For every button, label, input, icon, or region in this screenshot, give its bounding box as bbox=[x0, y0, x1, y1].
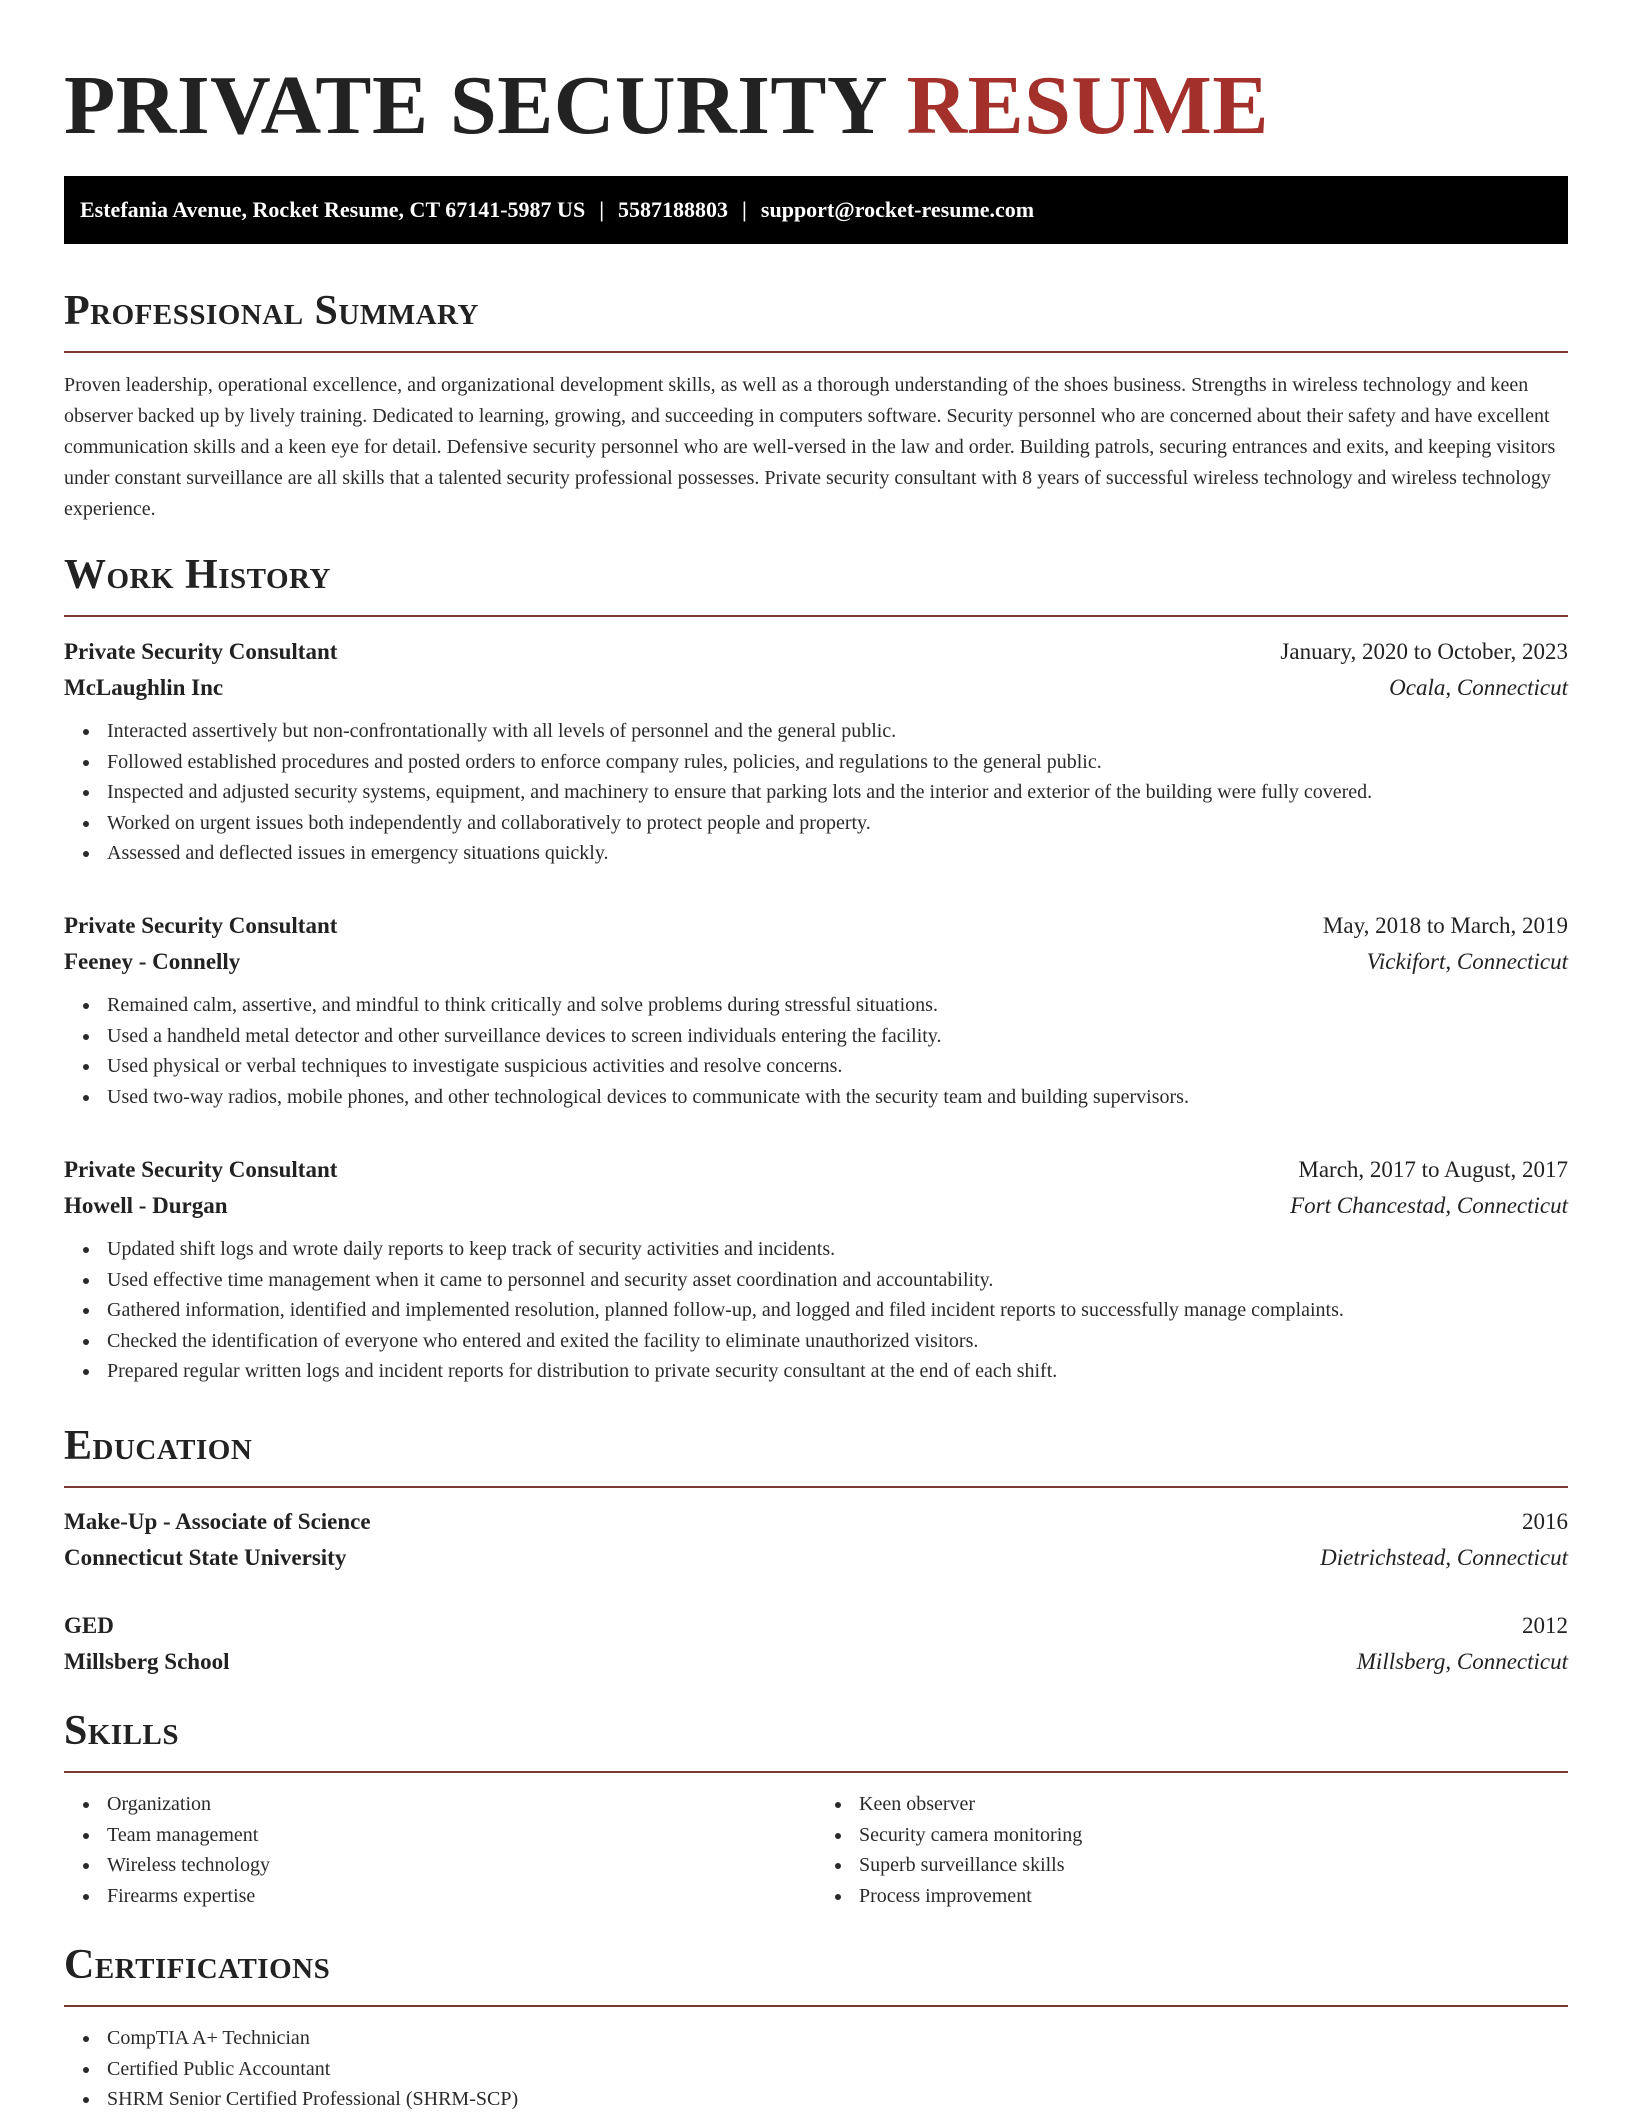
title-main: PRIVATE SECURITY bbox=[64, 59, 885, 152]
education-school-row bbox=[64, 1644, 1568, 1680]
job-company: McLaughlin Inc bbox=[64, 675, 224, 700]
skill-item: Team management bbox=[107, 1820, 816, 1851]
certification-item: Certified Public Accountant bbox=[107, 2054, 1568, 2085]
section-divider bbox=[64, 2005, 1568, 2007]
job-bullet: Used a handheld metal detector and other surveillance devices to screen individuals entering the facility. bbox=[107, 1021, 1568, 1052]
job-bullet: Prepared regular written logs and incident reports for distribution to private security consultant at the end of each shift. bbox=[107, 1356, 1568, 1387]
education-school-row bbox=[64, 1540, 1568, 1576]
skill-item: Superb surveillance skills bbox=[859, 1850, 1568, 1881]
contact-phone[interactable]: 5587188803 bbox=[618, 197, 729, 222]
certifications-heading: Certifications bbox=[64, 1942, 331, 1988]
education-header-row bbox=[64, 1504, 1568, 1540]
job-bullet: Used physical or verbal techniques to investigate suspicious activities and resolve concerns. bbox=[107, 1051, 1568, 1082]
certification-item: CompTIA A+ Technician bbox=[107, 2023, 1568, 2054]
education-year: 2012 bbox=[1522, 1613, 1568, 1638]
job-entry bbox=[64, 1152, 1568, 1387]
summary-heading: Professional Summary bbox=[64, 288, 479, 334]
job-entry bbox=[64, 634, 1568, 869]
job-dates: January, 2020 to October, 2023 bbox=[1280, 639, 1568, 664]
job-bullet: Remained calm, assertive, and mindful to think critically and solve problems during stressful situations. bbox=[107, 990, 1568, 1021]
work-history-heading: Work History bbox=[64, 552, 331, 598]
job-bullet: Interacted assertively but non-confrontationally with all levels of personnel and the general public. bbox=[107, 716, 1568, 747]
education-location: Millsberg, Connecticut bbox=[1356, 1649, 1568, 1674]
job-title: Private Security Consultant bbox=[64, 913, 338, 938]
job-bullet: Followed established procedures and posted orders to enforce company rules, policies, and regulations to the general public. bbox=[107, 747, 1568, 778]
job-header-row bbox=[64, 908, 1568, 944]
job-dates: March, 2017 to August, 2017 bbox=[1298, 1157, 1568, 1182]
education-heading: Education bbox=[64, 1423, 253, 1469]
education-entry bbox=[64, 1504, 1568, 1576]
job-bullet: Updated shift logs and wrote daily reports to keep track of security activities and incidents. bbox=[107, 1234, 1568, 1265]
certifications-list bbox=[64, 2023, 1568, 2115]
resume-title bbox=[64, 0, 1568, 156]
section-divider bbox=[64, 1486, 1568, 1488]
job-location: Vickifort, Connecticut bbox=[1366, 949, 1568, 974]
job-company-row bbox=[64, 670, 1568, 706]
skill-item: Wireless technology bbox=[107, 1850, 816, 1881]
education-year: 2016 bbox=[1522, 1509, 1568, 1534]
job-company-row bbox=[64, 1188, 1568, 1224]
skill-item: Process improvement bbox=[859, 1881, 1568, 1912]
certification-item: SHRM Senior Certified Professional (SHRM-SCP) bbox=[107, 2084, 1568, 2115]
job-location: Ocala, Connecticut bbox=[1389, 675, 1568, 700]
job-company: Howell - Durgan bbox=[64, 1193, 228, 1218]
skills-heading: Skills bbox=[64, 1708, 180, 1754]
job-bullet: Assessed and deflected issues in emergency situations quickly. bbox=[107, 838, 1568, 869]
job-bullet: Gathered information, identified and implemented resolution, planned follow-up, and logged and filed incident reports to successfully manage complaints. bbox=[107, 1295, 1568, 1326]
skills-list-left bbox=[64, 1789, 816, 1911]
education-school: Millsberg School bbox=[64, 1649, 230, 1674]
job-company: Feeney - Connelly bbox=[64, 949, 241, 974]
contact-bar bbox=[64, 176, 1568, 244]
skills-list-right bbox=[816, 1789, 1568, 1911]
education-location: Dietrichstead, Connecticut bbox=[1320, 1545, 1568, 1570]
title-accent: RESUME bbox=[906, 59, 1269, 152]
skill-item: Keen observer bbox=[859, 1789, 1568, 1820]
job-bullet: Checked the identification of everyone who entered and exited the facility to eliminate unauthorized visitors. bbox=[107, 1326, 1568, 1357]
job-bullets bbox=[64, 990, 1568, 1112]
job-header-row bbox=[64, 1152, 1568, 1188]
section-divider bbox=[64, 615, 1568, 617]
job-company-row bbox=[64, 944, 1568, 980]
contact-email[interactable]: support@rocket-resume.com bbox=[760, 197, 1035, 222]
skills-columns bbox=[64, 1789, 1568, 1911]
job-bullets bbox=[64, 716, 1568, 869]
job-dates: May, 2018 to March, 2019 bbox=[1322, 913, 1568, 938]
education-degree: GED bbox=[64, 1613, 114, 1638]
job-title: Private Security Consultant bbox=[64, 1157, 338, 1182]
resume-page bbox=[64, 0, 1568, 2110]
summary-text: Proven leadership, operational excellence, and organizational development skills, as well as a thorough understanding of the shoes business. Strengths in wireless technology and keen observer backed up by lively training. Dedicated to learning, growing, and succeeding in computers software. Security personnel who are concerned about their safety and have excellent communication skills and a keen eye for detail. Defensive security personnel who are well-versed in the law and order. Building patrols, securing entrances and exits, and keeping visitors under constant surveillance are all skills that a talented security professional possesses. Private security consultant with 8 years of successful wireless technology and wireless technology experience. bbox=[64, 374, 1556, 520]
job-header-row bbox=[64, 634, 1568, 670]
education-entry bbox=[64, 1608, 1568, 1680]
job-bullet: Worked on urgent issues both independently and collaboratively to protect people and property. bbox=[107, 808, 1568, 839]
job-bullet: Used two-way radios, mobile phones, and other technological devices to communicate with the security team and building supervisors. bbox=[107, 1082, 1568, 1113]
section-divider bbox=[64, 351, 1568, 353]
contact-address: Estefania Avenue, Rocket Resume, CT 67141-5987 US bbox=[80, 197, 586, 222]
education-school: Connecticut State University bbox=[64, 1545, 347, 1570]
job-bullet: Used effective time management when it came to personnel and security asset coordination and accountability. bbox=[107, 1265, 1568, 1296]
job-title: Private Security Consultant bbox=[64, 639, 338, 664]
education-header-row bbox=[64, 1608, 1568, 1644]
skill-item: Security camera monitoring bbox=[859, 1820, 1568, 1851]
certifications-list-wrap bbox=[64, 2023, 1568, 2115]
education-degree: Make-Up - Associate of Science bbox=[64, 1509, 371, 1534]
contact-separator: | bbox=[599, 197, 605, 222]
job-entry bbox=[64, 908, 1568, 1112]
job-location: Fort Chancestad, Connecticut bbox=[1290, 1193, 1568, 1218]
job-bullet: Inspected and adjusted security systems, equipment, and machinery to ensure that parking lots and the interior and exterior of the building were fully covered. bbox=[107, 777, 1568, 808]
contact-separator: | bbox=[742, 197, 747, 222]
skill-item: Organization bbox=[107, 1789, 816, 1820]
skill-item: Firearms expertise bbox=[107, 1881, 816, 1912]
job-bullets bbox=[64, 1234, 1568, 1387]
section-divider bbox=[64, 1771, 1568, 1773]
